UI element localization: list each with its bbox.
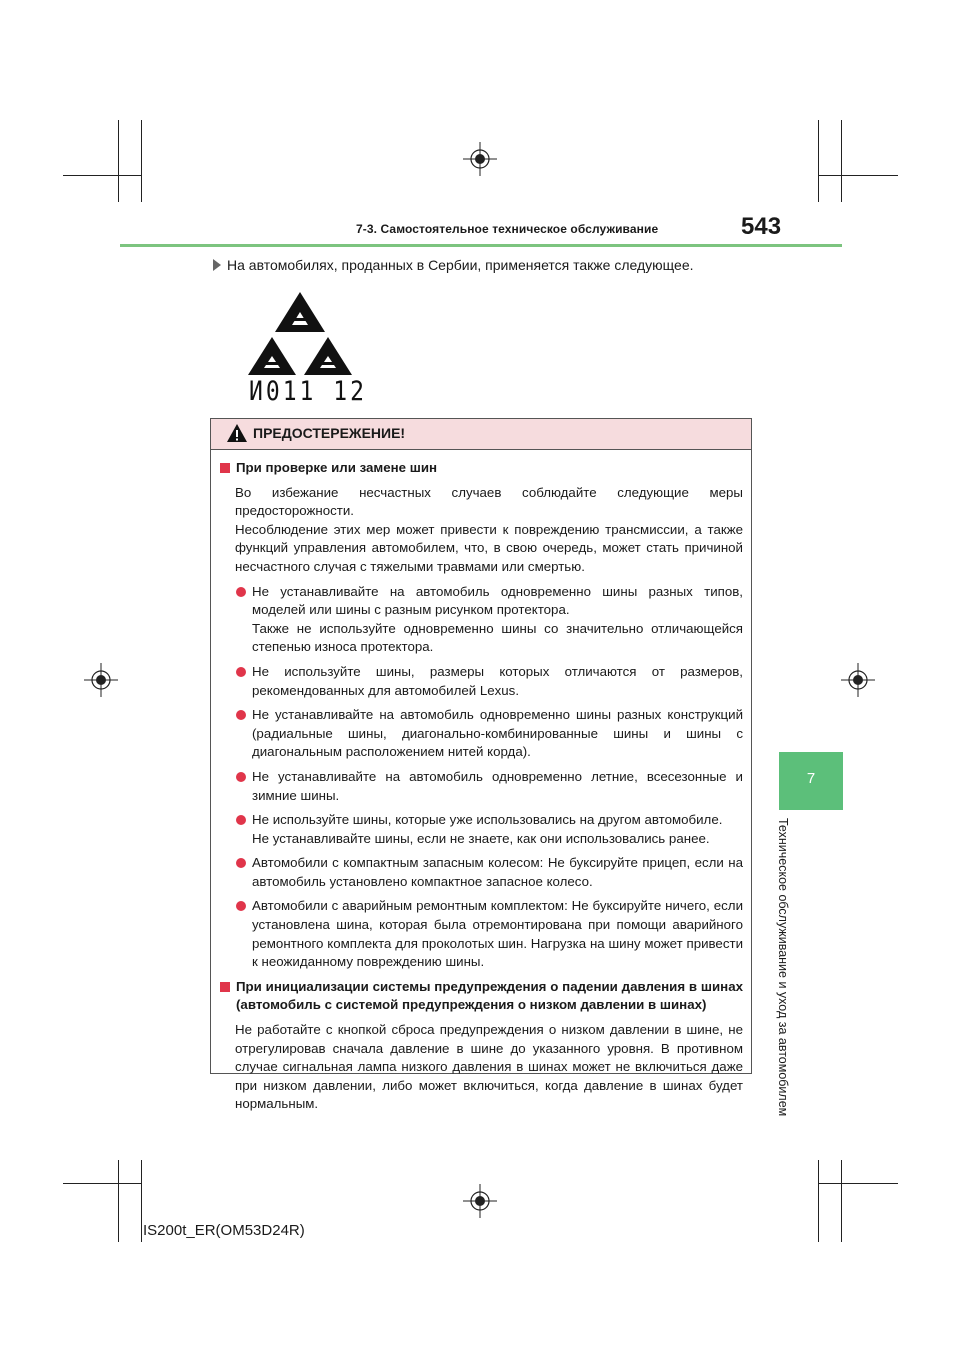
crop-mark bbox=[141, 1160, 142, 1242]
chapter-tab bbox=[779, 752, 843, 810]
list-item bbox=[219, 663, 743, 700]
list-item bbox=[219, 768, 743, 805]
paragraph bbox=[219, 484, 743, 521]
chapter-number: 7 bbox=[806, 770, 816, 787]
section-heading-text: При проверке или замене шин bbox=[236, 460, 438, 475]
crop-mark bbox=[63, 175, 142, 176]
crop-mark bbox=[141, 120, 142, 202]
section-heading-text: При инициализации системы предупреждения о падении давления в шинах (автомобиль с системой предупреждения о низком давлении в шинах) bbox=[236, 978, 743, 1013]
list-item bbox=[219, 583, 743, 620]
chapter-title: Техническое обслуживание и уход за автомобилем bbox=[776, 818, 790, 1117]
round-bullet-icon bbox=[236, 667, 246, 677]
warning-content bbox=[219, 459, 743, 1120]
list-item-continuation bbox=[219, 830, 743, 849]
crop-mark bbox=[63, 1183, 142, 1184]
warning-triangle-icon bbox=[226, 423, 248, 443]
list-item-text: Автомобили с компактным запасным колесом: Не буксируйте прицеп, если на автомобиль установлено компактное запасное колесо. bbox=[252, 855, 743, 889]
paragraph bbox=[219, 1021, 743, 1114]
mark-code: И011 12 bbox=[249, 377, 367, 407]
round-bullet-icon bbox=[236, 901, 246, 911]
crop-mark bbox=[818, 1183, 898, 1184]
list-item-continuation bbox=[219, 620, 743, 657]
list-item bbox=[219, 854, 743, 891]
list-item bbox=[219, 811, 743, 830]
header-divider bbox=[120, 244, 842, 247]
list-item-text: Автомобили с аварийным ремонтным комплектом: Не буксируйте ничего, если установлена шина, которая была отремонтирована при помощи аварийного ремонтного комплекта для проколотых шин. Нагрузка на шину может привести к неожиданному повреждению шины. bbox=[252, 898, 743, 970]
square-bullet-icon bbox=[220, 982, 230, 992]
section-title: 7-3. Самостоятельное техническое обслуживание bbox=[356, 222, 659, 236]
document-id: IS200t_ER(OM53D24R) bbox=[143, 1222, 305, 1239]
section-heading bbox=[219, 978, 743, 1015]
paragraph-text: Несоблюдение этих мер может привести к повреждению трансмиссии, а также функций управления автомобилем, что, в свою очередь, может стать причиной несчастного случая с тяжелыми травмами или смертью. bbox=[235, 521, 743, 574]
paragraph-text: Не работайте с кнопкой сброса предупреждения о низком давлении в шине, не отрегулировав сначала давление в шине до указанного уровня. В противном случае сигнальная лампа низкого давления в шинах может не включиться даже при низком давлении, либо может включиться, когда давление в шинах будет нормальным. bbox=[235, 1022, 743, 1112]
crop-mark bbox=[118, 120, 119, 202]
list-item-text: Не устанавливайте на автомобиль одновременно шины разных типов, моделей или шины с разным рисунком протектора. bbox=[252, 583, 743, 618]
registration-mark-icon bbox=[841, 663, 875, 697]
round-bullet-icon bbox=[236, 815, 246, 825]
warning-header bbox=[211, 419, 751, 450]
registration-mark-icon bbox=[84, 663, 118, 697]
triangle-bullet-icon bbox=[213, 259, 221, 271]
list-item-text: Не используйте шины, которые уже использовались на другом автомобиле. bbox=[252, 812, 723, 828]
section-heading bbox=[219, 459, 743, 478]
list-item-text: Также не используйте одновременно шины со значительно отличающейся степенью износа протектора. bbox=[252, 620, 743, 655]
warning-title: ПРЕДОСТЕРЕЖЕНИЕ! bbox=[253, 425, 406, 441]
crop-mark bbox=[818, 1160, 819, 1242]
crop-mark bbox=[841, 120, 842, 202]
round-bullet-icon bbox=[236, 858, 246, 868]
list-item-text: Не устанавливайте на автомобиль одновременно шины разных конструкций (радиальные шины, диагонально-комбинированные шины и шины с диагональным расположением нитей корда). bbox=[252, 707, 743, 760]
crop-mark bbox=[841, 1160, 842, 1242]
list-item-text: Не устанавливайте шины, если не знаете, как они использовались ранее. bbox=[252, 830, 710, 846]
list-item bbox=[219, 897, 743, 971]
intro-text: На автомобилях, проданных в Сербии, применяется также следующее. bbox=[227, 257, 694, 273]
round-bullet-icon bbox=[236, 772, 246, 782]
list-item-text: Не устанавливайте на автомобиль одновременно летние, всесезонные и зимние шины. bbox=[252, 768, 743, 803]
chapter-title-vertical bbox=[772, 818, 792, 1117]
registration-mark-icon bbox=[463, 1184, 497, 1218]
paragraph-text: Во избежание несчастных случаев соблюдайте следующие меры предосторожности. bbox=[235, 484, 743, 519]
page-number: 543 bbox=[741, 213, 782, 240]
square-bullet-icon bbox=[220, 463, 230, 473]
list-item bbox=[219, 706, 743, 762]
crop-mark bbox=[118, 1160, 119, 1242]
warning-box bbox=[210, 418, 752, 1112]
crop-mark bbox=[818, 175, 898, 176]
list-item-text: Не используйте шины, размеры которых отличаются от размеров, рекомендованных для автомобилей Lexus. bbox=[252, 663, 743, 698]
round-bullet-icon bbox=[236, 710, 246, 720]
intro-line bbox=[213, 257, 694, 273]
registration-mark-icon bbox=[463, 142, 497, 176]
paragraph bbox=[219, 521, 743, 577]
crop-mark bbox=[818, 120, 819, 202]
round-bullet-icon bbox=[236, 587, 246, 597]
